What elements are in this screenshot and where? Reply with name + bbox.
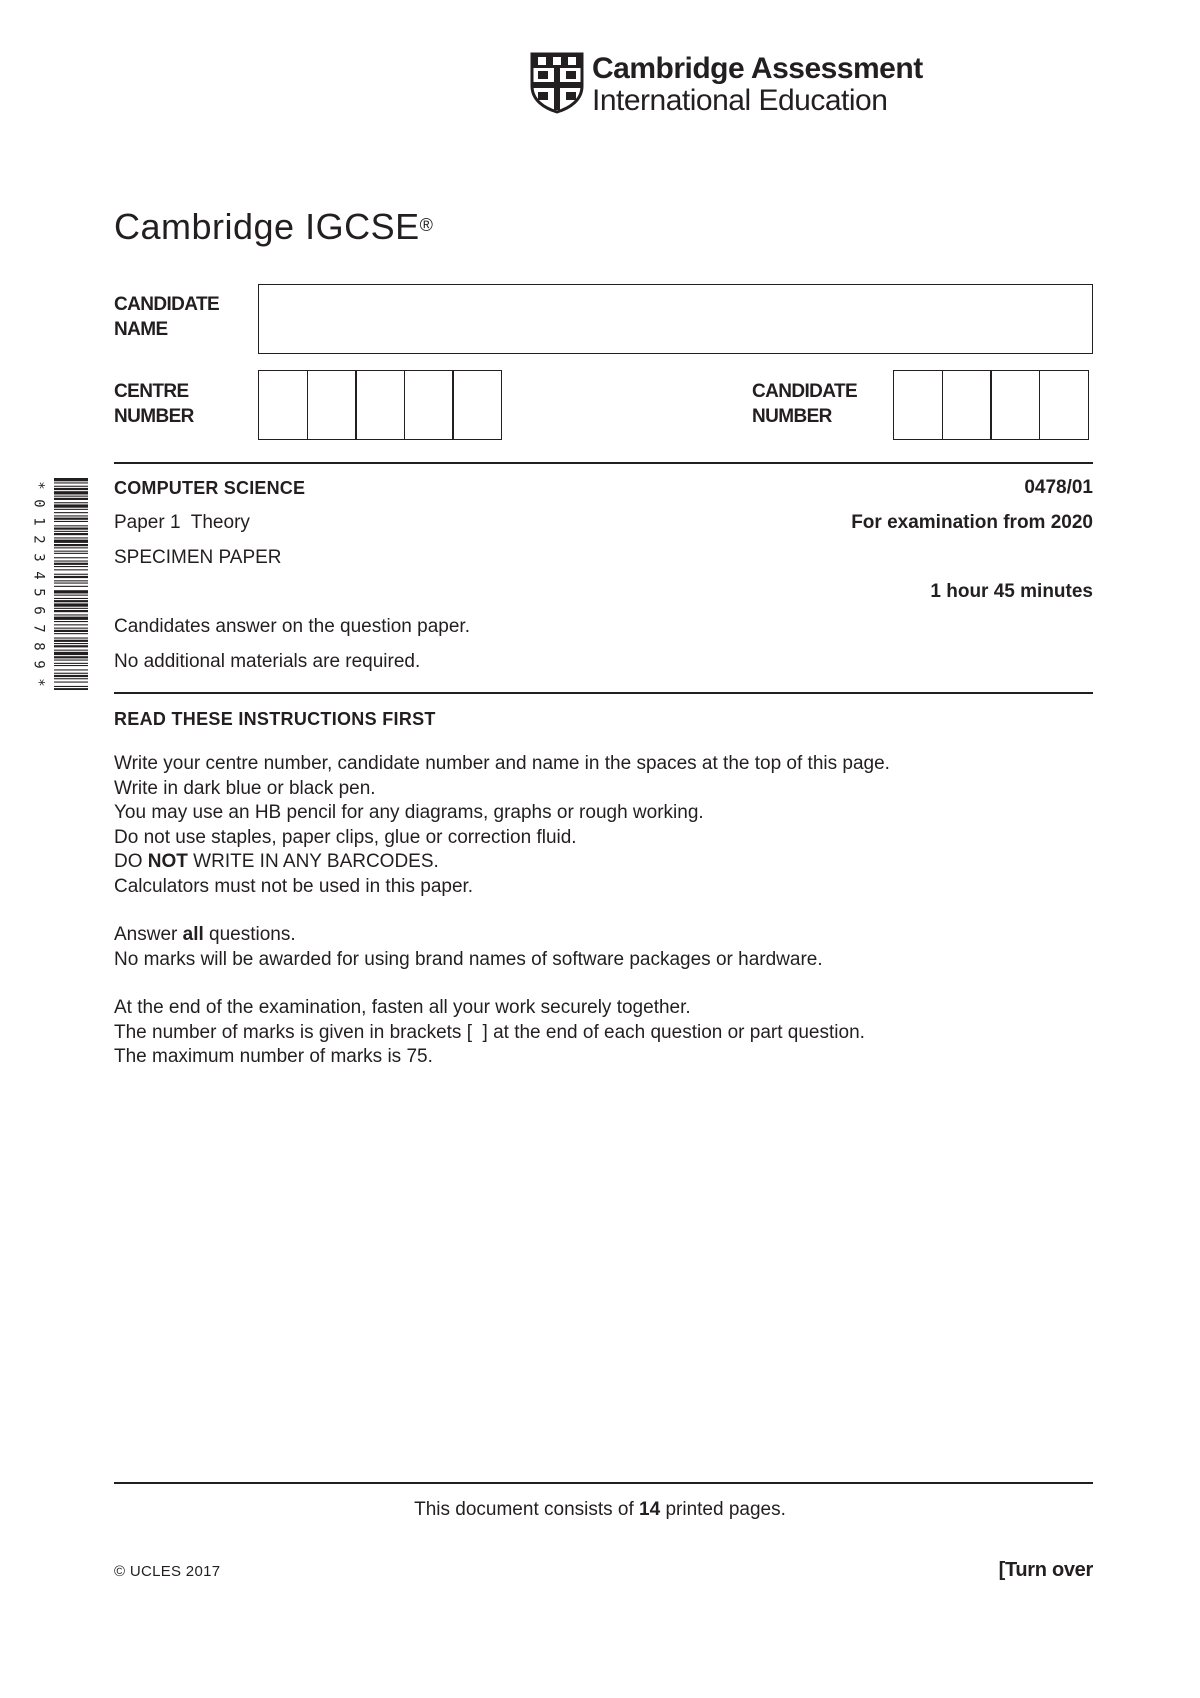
barcode-bar — [54, 569, 88, 570]
barcode-digit: 0 — [30, 499, 47, 508]
centre-number-box[interactable] — [452, 370, 502, 440]
instruction-text: Answer — [114, 924, 183, 945]
barcode-bar — [54, 652, 88, 655]
instruction-line: No marks will be awarded for using brand names of software packages or hardware. — [114, 948, 823, 970]
barcode-bar — [54, 608, 88, 609]
barcode-bar — [54, 547, 88, 548]
barcode-digit: * — [30, 678, 47, 687]
registered-mark: ® — [419, 215, 434, 235]
centre-number-label-line2: NUMBER — [114, 406, 194, 427]
barcode-bar — [54, 563, 88, 565]
barcode-digits — [28, 478, 48, 690]
barcode-digit: 4 — [30, 570, 47, 580]
centre-number-label — [114, 379, 194, 429]
barcode-digit: 9 — [30, 660, 47, 669]
barcode-bar — [54, 650, 88, 651]
barcode-bar — [54, 586, 88, 587]
barcode-bar — [54, 643, 88, 644]
barcode-digit: 3 — [30, 552, 47, 562]
candidate-number-label-line1: CANDIDATE — [752, 381, 858, 402]
barcode-digit: 5 — [30, 588, 47, 598]
logo-line-2: International Education — [592, 84, 888, 117]
answer-on-note: Candidates answer on the question paper. — [114, 616, 470, 637]
qualification-title — [114, 205, 433, 249]
barcode-bar — [54, 509, 88, 510]
barcode-bar — [54, 491, 88, 494]
barcode-digit: 8 — [30, 642, 47, 651]
page-count-text: printed pages. — [660, 1499, 786, 1520]
qualification-name: Cambridge IGCSE — [114, 206, 420, 247]
instruction-line: Calculators must not be used in this paper. — [114, 875, 474, 897]
barcode-bar — [54, 583, 88, 584]
barcode-bar — [54, 665, 88, 666]
page-count-number: 14 — [639, 1499, 661, 1520]
barcode-bar — [54, 478, 88, 481]
barcode-bar — [54, 590, 88, 593]
centre-number-box[interactable] — [258, 370, 308, 440]
instruction-line — [114, 850, 890, 875]
candidate-name-label-line1: CANDIDATE — [114, 294, 220, 315]
paper-component: Paper 1 Theory — [114, 512, 250, 533]
candidate-number-box[interactable] — [942, 370, 992, 440]
barcode — [28, 478, 90, 690]
barcode-bar — [54, 537, 88, 538]
barcode-digit: 6 — [30, 606, 47, 616]
barcode-bar — [54, 488, 88, 490]
barcode-bar — [54, 640, 88, 642]
instruction-text: questions. — [203, 924, 296, 945]
barcode-bar — [54, 656, 88, 658]
turn-over: [Turn over — [998, 1559, 1093, 1581]
barcode-bars — [54, 478, 88, 690]
instruction-line: You may use an HB pencil for any diagrams, graphs or rough working. — [114, 802, 704, 823]
duration: 1 hour 45 minutes — [930, 581, 1093, 602]
instruction-line: The maximum number of marks is 75. — [114, 1046, 433, 1067]
instruction-line: Write in dark blue or black pen. — [114, 777, 376, 799]
barcode-digit: 1 — [30, 517, 47, 526]
barcode-digit: * — [30, 481, 47, 490]
barcode-bar — [54, 574, 88, 575]
candidate-number-box[interactable] — [1039, 370, 1089, 440]
instruction-text: WRITE IN ANY BARCODES. — [187, 851, 439, 872]
subject-title: COMPUTER SCIENCE — [114, 478, 306, 498]
barcode-bar — [54, 528, 88, 530]
instruction-emphasis: all — [182, 924, 204, 945]
candidate-number-box[interactable] — [893, 370, 943, 440]
barcode-bar — [54, 621, 88, 622]
barcode-bar — [54, 540, 88, 543]
divider — [114, 462, 1093, 464]
instructions-body — [114, 752, 890, 1070]
barcode-bar — [54, 576, 88, 578]
centre-number-box[interactable] — [404, 370, 454, 440]
instruction-emphasis: NOT — [147, 851, 188, 872]
cambridge-shield-icon — [530, 52, 584, 114]
barcode-bar — [54, 498, 88, 500]
instruction-line: The number of marks is given in brackets [ ] at the end of each question or part question. — [114, 1021, 865, 1043]
barcode-bar — [54, 624, 88, 625]
barcode-bar — [54, 598, 88, 599]
barcode-bar — [54, 610, 88, 612]
barcode-bar — [54, 663, 88, 664]
divider — [114, 692, 1093, 694]
instruction-line: At the end of the examination, fasten all your work securely together. — [114, 997, 691, 1018]
barcode-bar — [54, 561, 88, 562]
centre-number-box[interactable] — [355, 370, 405, 440]
barcode-bar — [54, 515, 88, 516]
candidate-number-label-line2: NUMBER — [752, 406, 832, 427]
instruction-text: DO — [114, 851, 148, 872]
barcode-bar — [54, 551, 88, 552]
logo-line-1: Cambridge Assessment — [592, 52, 923, 85]
cambridge-logo — [530, 52, 923, 118]
barcode-bar — [54, 660, 88, 661]
materials-note: No additional materials are required. — [114, 651, 421, 672]
barcode-bar — [54, 525, 88, 526]
barcode-bar — [54, 682, 88, 683]
candidate-number-box[interactable] — [990, 370, 1040, 440]
barcode-bar — [54, 531, 88, 532]
barcode-bar — [54, 688, 88, 690]
barcode-bar — [54, 675, 88, 677]
centre-number-field[interactable] — [258, 370, 501, 440]
centre-number-box[interactable] — [307, 370, 357, 440]
barcode-bar — [54, 580, 88, 581]
instruction-line: Write your centre number, candidate number and name in the spaces at the top of this page. — [114, 753, 890, 774]
barcode-bar — [54, 544, 88, 546]
paper-type: SPECIMEN PAPER — [114, 547, 282, 568]
barcode-bar — [54, 553, 88, 554]
paper-code: 0478/01 — [1024, 477, 1093, 498]
instructions-heading: READ THESE INSTRUCTIONS FIRST — [114, 709, 436, 729]
candidate-name-label — [114, 292, 219, 342]
exam-from: For examination from 2020 — [851, 512, 1093, 533]
barcode-bar — [54, 645, 88, 647]
barcode-bar — [54, 673, 88, 674]
barcode-bar — [54, 502, 88, 503]
candidate-number-label — [752, 379, 857, 429]
barcode-digit: 2 — [30, 535, 47, 544]
barcode-bar — [54, 504, 88, 507]
barcode-bar — [54, 595, 88, 596]
barcode-bar — [54, 614, 88, 615]
barcode-bar — [54, 486, 88, 487]
barcode-bar — [54, 686, 88, 687]
footer-divider — [114, 1482, 1093, 1484]
centre-number-label-line1: CENTRE — [114, 381, 189, 402]
candidate-number-field[interactable] — [893, 370, 1087, 440]
barcode-bar — [54, 628, 88, 629]
page-count-text: This document consists of — [414, 1499, 640, 1520]
barcode-bar — [54, 633, 88, 634]
barcode-bar — [54, 630, 88, 632]
barcode-bar — [54, 669, 88, 670]
candidate-name-label-line2: NAME — [114, 319, 168, 340]
instruction-line: Do not use staples, paper clips, glue or correction fluid. — [114, 826, 577, 848]
barcode-bar — [54, 603, 88, 606]
instruction-line — [114, 923, 890, 948]
barcode-bar — [54, 600, 88, 602]
barcode-bar — [54, 638, 88, 639]
barcode-bar — [54, 482, 88, 483]
barcode-bar — [54, 557, 88, 558]
barcode-bar — [54, 512, 88, 513]
page-count-note — [0, 1498, 1200, 1522]
barcode-bar — [54, 518, 88, 520]
barcode-digit: 7 — [30, 624, 47, 633]
barcode-bar — [54, 617, 88, 620]
barcode-bar — [54, 521, 88, 522]
barcode-bar — [54, 566, 88, 567]
candidate-name-field[interactable] — [258, 284, 1093, 354]
barcode-bar — [54, 533, 88, 535]
copyright: © UCLES 2017 — [114, 1563, 221, 1580]
barcode-bar — [54, 496, 88, 497]
barcode-bar — [54, 678, 88, 679]
